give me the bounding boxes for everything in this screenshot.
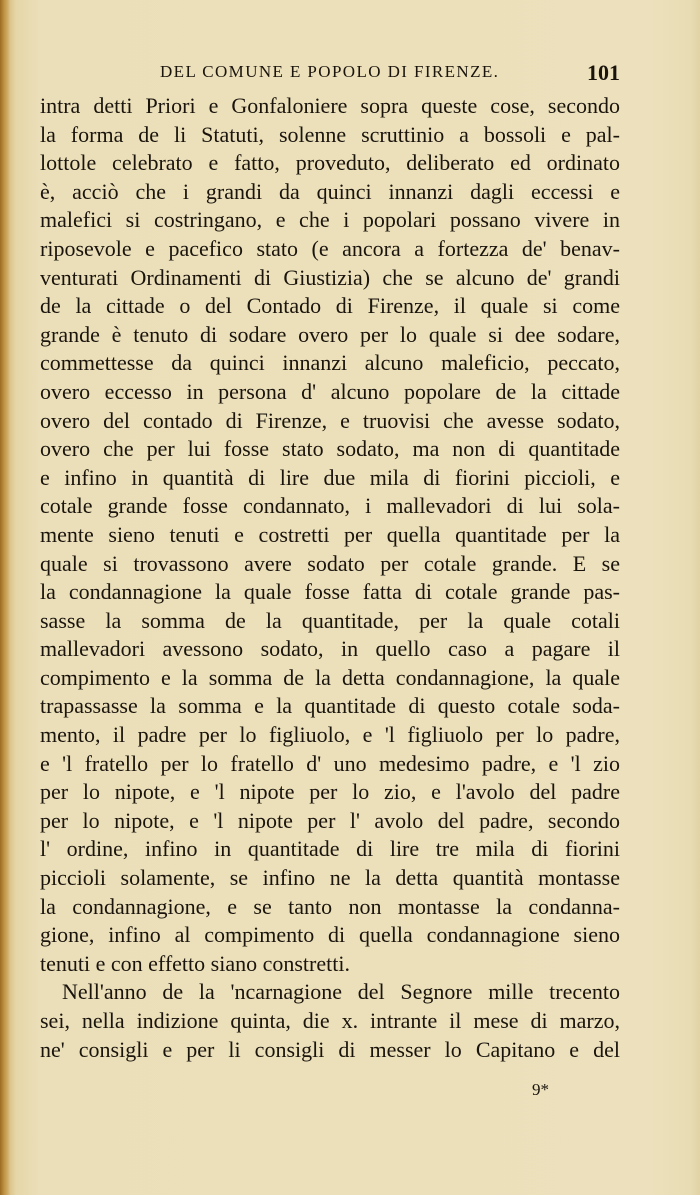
text-line: la condannagione, e se tanto non montasse la condanna-	[40, 893, 620, 919]
text-line: grande è tenuto di sodare overo per lo quale si dee sodare,	[40, 321, 620, 347]
running-head: DEL COMUNE E POPOLO DI FIRENZE.	[160, 62, 500, 81]
text-line: mente sieno tenuti e costretti per quella quantitade per la	[40, 521, 620, 547]
text-line: quale si trovassono avere sodato per cotale grande. E se	[40, 550, 620, 576]
text-line: venturati Ordinamenti di Giustizia) che se alcuno de' grandi	[40, 264, 620, 290]
text-line: la forma de li Statuti, solenne scruttinio a bossoli e pal-	[40, 121, 620, 147]
text-line-paragraph-start: Nell'anno de la 'ncarnagione del Segnore mille trecento	[62, 979, 620, 1005]
text-line-paragraph-end: tenuti e con effetto siano constretti.	[40, 950, 350, 976]
text-line: sasse la somma de la quantitade, per la quale cotali	[40, 607, 620, 633]
text-line: sei, nella indizione quinta, die x. intrante il mese di marzo,	[40, 1008, 620, 1033]
text-line: gione, infino al compimento di quella condannagione sieno	[40, 922, 620, 948]
page-number: 101	[587, 60, 620, 85]
text-line: lottole celebrato e fatto, proveduto, deliberato ed ordinato	[40, 150, 620, 176]
text-line: overo eccesso in persona d' alcuno popolare de la cittade	[40, 378, 620, 404]
text-line: cotale grande fosse condannato, i mallevadori di lui sola-	[40, 493, 620, 519]
text-line: la condannagione la quale fosse fatta di cotale grande pas-	[40, 579, 620, 605]
body-text	[40, 92, 620, 1064]
text-line: de la cittade o del Contado di Firenze, il quale si come	[40, 293, 620, 319]
text-line: e 'l fratello per lo fratello d' uno medesimo padre, e 'l zio	[40, 750, 620, 776]
page-header	[40, 60, 620, 90]
text-line: overo che per lui fosse stato sodato, ma non di quantitade	[40, 436, 620, 462]
text-line: l' ordine, infino in quantitade di lire tre mila di fiorini	[40, 836, 620, 862]
text-line: intra detti Priori e Gonfaloniere sopra queste cose, secondo	[40, 93, 620, 118]
text-line: per lo nipote, e 'l nipote per l' avolo del padre, secondo	[40, 807, 620, 833]
text-line: è, acciò che i grandi da quinci innanzi dagli eccessi e	[40, 178, 620, 204]
text-line: e infino in quantità di lire due mila di fiorini piccioli, e	[40, 464, 620, 490]
text-line: piccioli solamente, se infino ne la detta quantità montasse	[40, 865, 620, 891]
text-line: riposevole e pacefico stato (e ancora a fortezza de' benav-	[40, 235, 620, 261]
text-line: ne' consigli e per li consigli di messer lo Capitano e del	[40, 1036, 620, 1062]
text-line: mallevadori avessono sodato, in quello caso a pagare il	[40, 636, 620, 662]
text-line: overo del contado di Firenze, e truovisi che avesse sodato,	[40, 407, 620, 433]
text-line: commettesse da quinci innanzi alcuno maleficio, peccato,	[40, 350, 620, 376]
signature-mark: 9*	[532, 1080, 549, 1099]
text-line: malefici si costringano, e che i popolari possano vivere in	[40, 207, 620, 233]
text-line: trapassasse la somma e la quantitade di questo cotale soda-	[40, 693, 620, 719]
text-line: mento, il padre per lo figliuolo, e 'l figliuolo per lo padre,	[40, 722, 620, 748]
text-line: compimento e la somma de la detta condannagione, la quale	[40, 664, 620, 690]
page-spine-edge	[0, 0, 10, 1195]
text-line: per lo nipote, e 'l nipote per lo zio, e l'avolo del padre	[40, 779, 620, 805]
